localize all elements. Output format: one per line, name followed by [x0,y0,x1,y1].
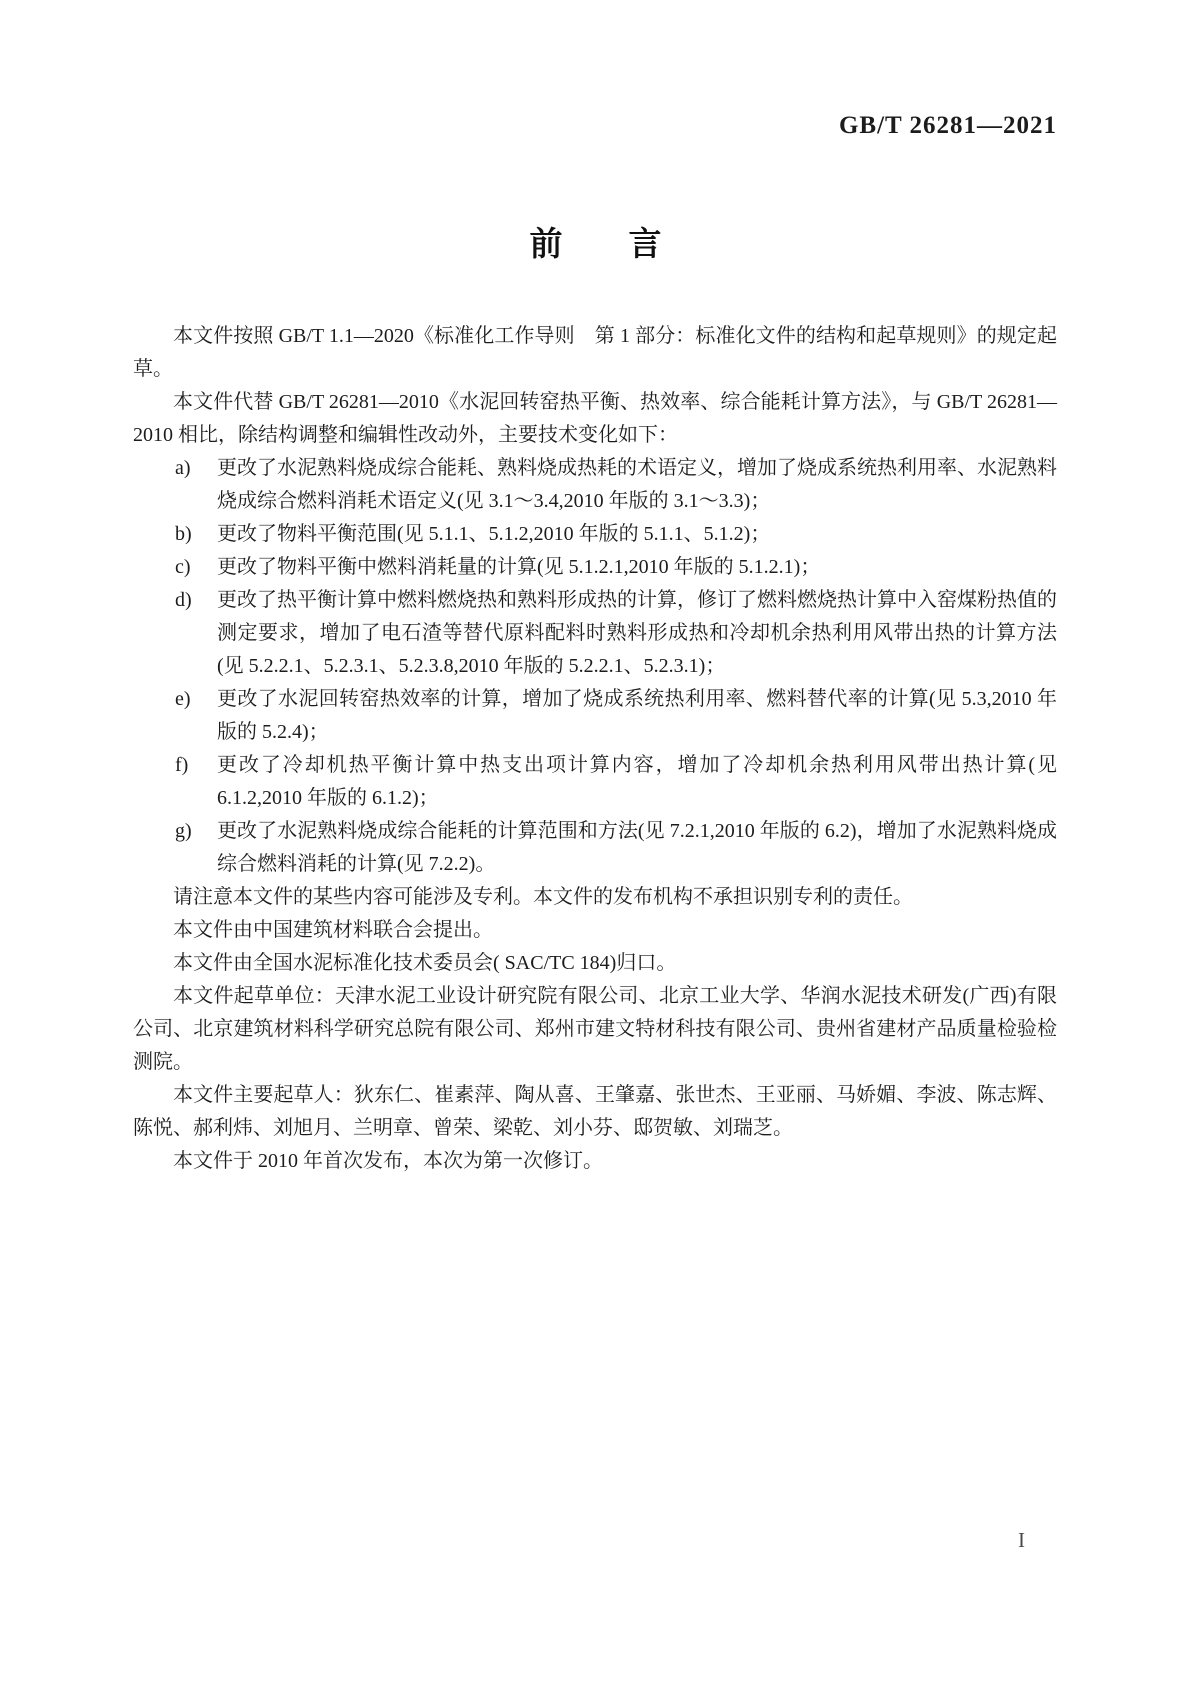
change-item-label: b) [175,523,192,545]
paragraph-main-drafters: 本文件主要起草人：狄东仁、崔素萍、陶从喜、王肇嘉、张世杰、王亚丽、马娇媚、李波、陈志辉、陈悦、郝利炜、刘旭月、兰明章、曾荣、梁乾、刘小芬、邸贺敏、刘瑞芝。 [133,1084,1057,1139]
page-title: 前 言 [529,225,662,262]
paragraph-intro: 本文件按照 GB/T 1.1—2020《标准化工作导则 第 1 部分：标准化文件的结构和起草规则》的规定起草。 [133,325,1057,380]
changes-list [133,452,1057,881]
change-item-label: d) [175,589,192,611]
document-body [133,320,1057,1178]
change-item-text: 更改了水泥熟料烧成综合能耗的计算范围和方法(见 7.2.1,2010 年版的 6.2)，增加了水泥熟料烧成综合燃料消耗的计算(见 7.2.2)。 [217,820,1057,875]
change-item-text: 更改了冷却机热平衡计算中热支出项计算内容，增加了冷却机余热利用风带出热计算(见 6.1.2,2010 年版的 6.1.2)； [217,754,1057,809]
change-item-label: f) [175,754,189,776]
standard-number: GB/T 26281—2021 [838,112,1057,139]
change-item-b [133,518,1057,551]
page-number: I [1018,1528,1025,1552]
paragraph-publication-history: 本文件于 2010 年首次发布，本次为第一次修订。 [173,1150,603,1172]
paragraph-proposed-by: 本文件由中国建筑材料联合会提出。 [173,919,493,941]
change-item-text: 更改了物料平衡中燃料消耗量的计算(见 5.1.2.1,2010 年版的 5.1.2.1)； [217,556,821,578]
paragraph-patent-note: 请注意本文件的某些内容可能涉及专利。本文件的发布机构不承担识别专利的责任。 [173,886,913,908]
change-item-label: a) [175,457,191,479]
change-item-label: c) [175,556,191,578]
paragraph-centralized-by: 本文件由全国水泥标准化技术委员会( SAC/TC 184)归口。 [173,952,677,974]
change-item-text: 更改了水泥熟料烧成综合能耗、熟料烧成热耗的术语定义，增加了烧成系统热利用率、水泥熟料烧成综合燃料消耗术语定义(见 3.1～3.4,2010 年版的 3.1～3.3)； [217,457,1057,512]
change-item-c [133,551,1057,584]
change-item-text: 更改了水泥回转窑热效率的计算，增加了烧成系统热利用率、燃料替代率的计算(见 5.3,2010 年版的 5.2.4)； [217,688,1057,743]
paragraph-drafting-organizations: 本文件起草单位：天津水泥工业设计研究院有限公司、北京工业大学、华润水泥技术研发(广西)有限公司、北京建筑材料科学研究总院有限公司、郑州市建文特材科技有限公司、贵州省建材产品质量检验检测院。 [133,985,1057,1073]
doc-header [839,112,1057,140]
change-item-f [133,749,1057,815]
change-item-label: g) [175,820,192,842]
change-item-e [133,683,1057,749]
change-item-a [133,452,1057,518]
change-item-label: e) [175,688,191,710]
change-item-text: 更改了热平衡计算中燃料燃烧热和熟料形成热的计算，修订了燃料燃烧热计算中入窑煤粉热值的测定要求，增加了电石渣等替代原料配料时熟料形成热和冷却机余热利用风带出热的计算方法(见 5.2.2.1、5.2.3.1、5.2.3.8,2010 年版的 5.2.2.1、5.2.3.1)； [217,589,1057,677]
change-item-text: 更改了物料平衡范围(见 5.1.1、5.1.2,2010 年版的 5.1.1、5.1.2)； [217,523,771,545]
change-item-d [133,584,1057,683]
paragraph-replacement: 本文件代替 GB/T 26281—2010《水泥回转窑热平衡、热效率、综合能耗计算方法》，与 GB/T 26281—2010 相比，除结构调整和编辑性改动外，主要技术变化如下： [133,391,1057,446]
change-item-g [133,815,1057,881]
